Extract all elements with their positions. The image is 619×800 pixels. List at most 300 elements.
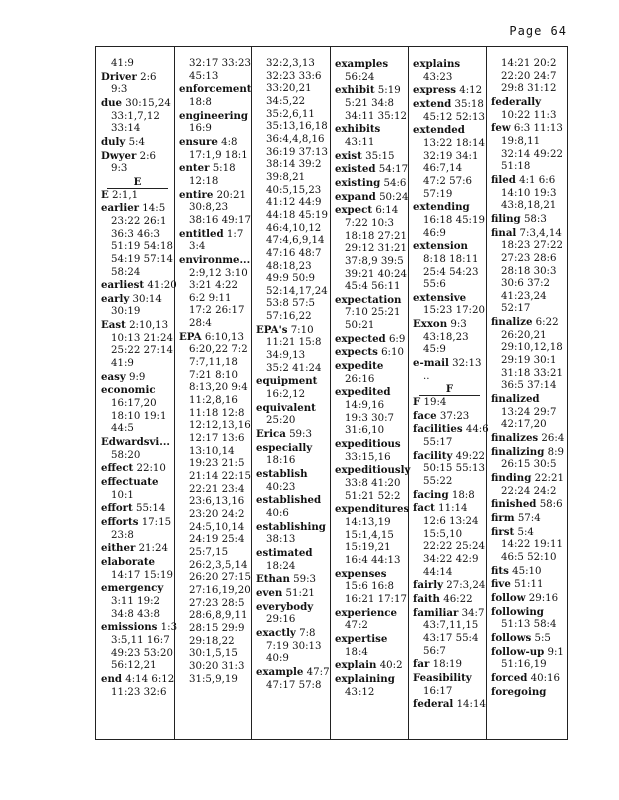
column-divider [251, 47, 252, 739]
page-line-refs: 4:1 6:6 [519, 174, 556, 186]
index-entry [256, 428, 330, 442]
index-term: extension [413, 240, 468, 253]
page-line-refs: 41:20 [147, 280, 177, 292]
index-continuation: 53:8 57:5 [266, 298, 315, 310]
index-term: entitled [179, 227, 224, 240]
index-term: Feasibility [413, 671, 472, 684]
index-term: effectuate [101, 476, 159, 488]
index-entry [413, 58, 486, 72]
index-continuation: 5:21 34:8 [345, 97, 394, 109]
index-continuation: 19:8,11 [501, 135, 541, 147]
index-continuation: 30:8,23 [189, 202, 229, 214]
index-continuation: 12:18 [189, 175, 219, 187]
index-entry [101, 384, 174, 398]
index-entry [179, 83, 251, 97]
page-line-refs: 40:16 [530, 672, 560, 684]
index-continuation: 34:5,22 [266, 95, 306, 107]
index-continuation: 7:22 10:3 [345, 217, 394, 229]
index-term: Edwardsvi... [101, 436, 170, 449]
page-line-refs: 7:8 [299, 627, 316, 639]
index-term: far [413, 658, 430, 671]
page-line-refs: 22:10 [136, 463, 166, 475]
index-continuation: 51:21 52:2 [345, 490, 401, 502]
index-continuation: 33:8 41:20 [345, 478, 401, 489]
index-continuation: 52:14,17,24 [266, 285, 328, 297]
index-continuation: 2:9,12 3:10 [189, 267, 248, 279]
index-entry [101, 542, 174, 556]
index-continuation: 45:9 [423, 344, 446, 356]
index-term: estimated [256, 546, 313, 559]
index-continuation: 18:23 27:22 [501, 240, 563, 252]
index-entry [101, 202, 174, 216]
index-entry [491, 122, 565, 136]
index-continuation: 29:8 31:12 [501, 83, 557, 95]
index-entry [256, 587, 330, 601]
index-term: explains [413, 58, 461, 70]
page-line-refs: 5:19 [377, 85, 401, 97]
index-continuation: 7:10 25:21 [345, 307, 401, 319]
index-entry [491, 498, 565, 512]
index-continuation: 47:17 57:8 [266, 679, 322, 691]
index-term: end [101, 672, 123, 685]
index-continuation: 56:24 [345, 71, 375, 83]
page-line-refs: 14:14 [456, 699, 486, 711]
index-continuation: 43:18,23 [423, 331, 469, 343]
page-line-refs: 49:22 [455, 450, 486, 462]
index-continuation: 38:16 49:17 [189, 214, 251, 226]
page-line-refs: 5:5 [534, 632, 551, 644]
index-term: fact [413, 502, 435, 515]
page-line-refs: 6:9 [388, 333, 406, 345]
index-term: follow [491, 591, 526, 604]
index-entry [491, 632, 565, 646]
index-entry [491, 578, 565, 592]
page-line-refs: 35:18 [454, 98, 484, 110]
index-continuation: 15:6 16:8 [345, 581, 394, 593]
index-term: facing [413, 488, 449, 501]
index-entry [256, 468, 330, 482]
index-continuation: 8:13,20 9:4 [189, 382, 248, 394]
index-term: Driver [101, 70, 137, 83]
index-entry [179, 331, 251, 345]
index-term: finalizes [491, 432, 539, 445]
index-term: faith [413, 592, 440, 605]
index-term: express [413, 84, 456, 97]
index-term: example [256, 665, 304, 678]
page-line-refs: 21:24 [138, 543, 168, 555]
index-continuation: 27:23 28:5 [189, 597, 245, 609]
index-column-1 [101, 58, 178, 699]
page-line-refs: 11:14 [438, 503, 468, 515]
index-term: first [491, 525, 515, 538]
index-continuation: 15:23 17:20 [423, 305, 485, 317]
index-term: finalizing [491, 445, 545, 458]
index-term: Erica [256, 428, 286, 441]
index-entry [413, 450, 486, 464]
index-term: expertise [335, 632, 388, 645]
index-entry [101, 319, 174, 333]
page-line-refs: 59:3 [289, 429, 312, 441]
index-entry [491, 526, 565, 540]
index-continuation: 36:3 46:3 [111, 228, 160, 240]
index-continuation: 18:10 19:1 [111, 410, 167, 422]
index-term: facilities [413, 423, 463, 436]
index-entry [179, 136, 251, 150]
index-term: especially [256, 441, 313, 454]
index-continuation: 33:15,16 [345, 451, 391, 463]
index-continuation: .. [423, 370, 430, 382]
index-continuation: 22:22 25:24 [423, 541, 485, 553]
index-continuation: 32:19 34:1 [423, 150, 479, 162]
index-term: foregoing [491, 685, 547, 698]
index-entry [335, 177, 408, 191]
index-continuation: 6:20,22 7:2 [189, 344, 248, 356]
index-continuation: 55:17 [423, 437, 453, 449]
index-continuation: 25:20 [266, 415, 296, 427]
page-line-refs: 5:18 [212, 163, 236, 175]
index-continuation: 35:2,6,11 [266, 108, 315, 120]
index-continuation: 27:16,19,20 [189, 584, 251, 596]
index-continuation: 18:18 27:21 [345, 230, 407, 242]
page-line-refs: 51:21 [285, 587, 315, 599]
index-continuation: 18:4 [345, 646, 368, 658]
index-continuation: 3:5,11 16:7 [111, 634, 170, 646]
page-line-refs: 57:4 [517, 512, 541, 524]
index-entry [179, 228, 251, 242]
index-continuation: 50:21 [345, 320, 375, 332]
index-continuation: 56:12,21 [111, 660, 157, 672]
index-entry [413, 579, 486, 593]
page-line-refs: 37:23 [439, 410, 470, 422]
index-term: explain [335, 659, 377, 672]
column-divider [330, 47, 331, 739]
index-term: enforcement [179, 83, 252, 96]
index-continuation: 32:2,3,13 [266, 58, 315, 69]
index-continuation: 17:2 26:17 [189, 305, 245, 317]
index-continuation: 16:21 17:17 [345, 593, 407, 605]
index-entry [101, 556, 174, 570]
index-entry [335, 386, 408, 400]
index-continuation: 46:4,10,12 [266, 222, 322, 234]
index-continuation: 40:23 [266, 481, 296, 493]
index-entry [413, 410, 486, 424]
index-term: E [101, 188, 109, 201]
index-continuation: 47:16 48:7 [266, 247, 322, 259]
index-entry [413, 423, 489, 437]
index-term: establish [256, 468, 308, 480]
page-line-refs: 54:17 [378, 164, 409, 176]
index-entry [101, 516, 174, 530]
index-continuation: 18:16 [266, 455, 296, 467]
section-letter: E [101, 176, 174, 189]
index-continuation: 17:1,9 18:1 [189, 149, 248, 161]
index-term: economic [101, 384, 156, 397]
section-letter: F [413, 383, 486, 396]
index-term: efforts [101, 515, 139, 528]
index-entry [335, 633, 408, 647]
index-entry [491, 227, 565, 241]
index-continuation: 18:24 [266, 560, 296, 572]
index-term: few [491, 122, 511, 135]
index-continuation: 11:18 12:8 [189, 407, 245, 419]
index-entry [335, 191, 408, 205]
index-continuation: 51:13 58:4 [501, 619, 557, 631]
index-term: facility [413, 449, 453, 462]
page-line-refs: 9:1 [547, 646, 564, 658]
index-term: due [101, 96, 123, 109]
index-entry [491, 96, 565, 110]
page-line-refs: 22:21 [534, 473, 564, 484]
index-term: existing [335, 176, 381, 189]
index-entry [101, 502, 174, 516]
index-continuation: 32:17 33:23 [189, 58, 251, 69]
index-entry [413, 357, 486, 371]
index-term: expenditures [335, 503, 410, 516]
index-entry [413, 318, 486, 332]
index-entry [101, 371, 174, 385]
index-entry [413, 201, 486, 215]
index-continuation: 14:9,16 [345, 400, 385, 412]
index-entry [413, 489, 486, 503]
page-line-refs: 17:15 [141, 516, 172, 528]
index-continuation: 15:1,4,15 [345, 529, 394, 541]
index-term: expenses [335, 567, 387, 580]
index-continuation: 51:16,19 [501, 659, 547, 671]
index-continuation: 19:23 21:5 [189, 458, 245, 470]
index-continuation: 11:21 15:8 [266, 337, 322, 349]
index-continuation: 11:2,8,16 [189, 395, 238, 407]
index-continuation: 23:8 [111, 529, 134, 541]
page-line-refs: 1:3 [160, 622, 178, 634]
index-continuation: 24:5,10,14 [189, 521, 245, 533]
index-continuation: 35:13,16,18 [266, 121, 328, 133]
column-divider [408, 47, 409, 739]
index-continuation: 29:18,22 [189, 635, 235, 647]
index-continuation: 34:9,13 [266, 350, 306, 362]
index-continuation: 22:21 23:4 [189, 483, 245, 495]
index-entry [335, 568, 408, 582]
index-entry [335, 607, 408, 621]
index-entry [413, 658, 486, 672]
index-continuation: 8:18 18:11 [423, 253, 479, 265]
index-term: filed [491, 173, 516, 186]
index-term: equivalent [256, 401, 316, 414]
index-continuation: 10:13 21:24 [111, 332, 173, 344]
index-continuation: 14:13,19 [345, 516, 391, 528]
index-continuation: 36:5 37:14 [501, 380, 557, 392]
index-entry [335, 150, 408, 164]
index-continuation: 36:19 37:13 [266, 146, 328, 158]
index-entry [101, 97, 174, 111]
index-continuation: 29:10,12,18 [501, 342, 563, 354]
index-continuation: 28:4 [189, 318, 212, 330]
index-continuation: 15:5,10 [423, 528, 463, 540]
index-term: expedited [335, 386, 391, 399]
index-term: early [101, 292, 130, 305]
page-line-refs: 9:3 [450, 319, 467, 331]
index-term: explaining [335, 672, 395, 685]
index-entry [335, 123, 408, 137]
index-entry [413, 698, 486, 712]
index-continuation: 13:22 18:14 [423, 137, 485, 149]
page-line-refs: 6:10 [381, 347, 404, 359]
index-continuation: 16:17 [423, 685, 453, 697]
index-entry [256, 442, 330, 456]
index-term: Ethan [256, 573, 290, 586]
index-term: everybody [256, 600, 314, 613]
index-continuation: 36:4,4,8,16 [266, 133, 325, 145]
index-continuation: 10:22 11:3 [501, 109, 557, 121]
index-continuation: 30:20 31:3 [189, 660, 245, 672]
page-line-refs: 47:7 [306, 666, 330, 678]
index-continuation: 39:21 40:24 [345, 268, 407, 280]
page-line-refs: 2:6 [140, 71, 157, 83]
index-entry [101, 582, 174, 596]
index-term: e-mail [413, 357, 449, 370]
index-entry [335, 163, 408, 177]
index-entry [101, 621, 178, 635]
index-continuation: 32:14 49:22 [501, 148, 563, 160]
index-continuation: 7:7,11,18 [189, 357, 238, 369]
page-line-refs: 30:14 [132, 293, 162, 305]
index-entry [491, 672, 565, 686]
index-continuation: 55:22 [423, 476, 453, 487]
index-continuation: 51:18 [501, 161, 531, 173]
page-line-refs: 7:3,4,14 [519, 227, 562, 239]
index-continuation: 30:6 37:2 [501, 278, 550, 290]
index-continuation: 31:18 33:21 [501, 367, 563, 379]
index-continuation: 3:11 19:2 [111, 595, 160, 607]
index-continuation: 34:8 43:8 [111, 608, 160, 620]
index-entry [491, 472, 565, 486]
index-continuation: 45:4 56:11 [345, 281, 401, 293]
index-continuation: 31:5,9,19 [189, 673, 238, 685]
index-term: fits [491, 564, 509, 577]
index-continuation: 28:18 30:3 [501, 265, 557, 277]
index-continuation: 26:15 30:5 [501, 459, 557, 471]
page-line-refs: 51:11 [514, 579, 544, 591]
index-continuation: 40:5,15,23 [266, 184, 322, 196]
index-entry [256, 494, 330, 508]
index-continuation: 43:17 55:4 [423, 632, 479, 644]
page-line-refs: 9:9 [129, 371, 146, 383]
page-line-refs: 54:6 [383, 177, 407, 189]
page-line-refs: 30:15,24 [125, 97, 171, 109]
index-term: environme... [179, 253, 251, 266]
index-entry [335, 333, 408, 347]
index-continuation: 52:17 [501, 303, 531, 315]
index-continuation: 14:21 20:2 [501, 58, 557, 69]
index-entry [491, 316, 565, 330]
index-entry [101, 150, 174, 164]
page-line-refs: 32:13 [452, 358, 482, 370]
index-term: final [491, 226, 517, 239]
index-continuation: 25:22 27:14 [111, 345, 173, 357]
index-continuation: 41:9 [111, 58, 134, 69]
index-column-5 [413, 58, 489, 712]
index-continuation: 45:12 52:13 [423, 111, 485, 123]
index-entry [179, 254, 251, 268]
index-entry [256, 324, 330, 338]
index-entry [413, 124, 486, 138]
page-line-refs: 7:10 [290, 324, 314, 336]
index-continuation: 16:2,12 [266, 389, 306, 401]
index-term: federal [413, 698, 454, 711]
index-term: emergency [101, 582, 164, 595]
index-entry [491, 432, 565, 446]
index-continuation: 46:7,14 [423, 163, 463, 175]
index-term: Dwyer [101, 149, 137, 162]
index-term: five [491, 578, 511, 591]
index-entry [335, 360, 408, 374]
page-line-refs: 5:4 [128, 136, 145, 148]
index-continuation: 34:22 42:9 [423, 553, 479, 565]
index-continuation: 50:15 55:13 [423, 463, 485, 475]
index-term: extensive [413, 291, 467, 304]
index-entry [413, 292, 486, 306]
page-line-refs: 2:6 [139, 150, 157, 162]
index-entry [413, 396, 486, 410]
page-line-refs: 58:3 [523, 213, 547, 225]
page-line-refs: 50:24 [379, 191, 409, 203]
index-continuation: 54:19 57:14 [111, 253, 173, 265]
index-continuation: 31:6,10 [345, 425, 385, 437]
index-continuation: 41:23,24 [501, 290, 547, 302]
index-entry [335, 58, 408, 72]
index-term: finalize [491, 316, 533, 329]
page-line-refs: 8:9 [547, 446, 564, 458]
page-line-refs: 55:14 [135, 503, 166, 515]
page-line-refs: 20:21 [216, 189, 246, 201]
index-entry [256, 601, 330, 615]
index-term: equipment [256, 375, 318, 388]
page-line-refs: 58:6 [539, 499, 563, 511]
page-line-refs: 4:12 [459, 85, 483, 97]
index-entry [335, 84, 408, 98]
index-term: entire [179, 188, 214, 201]
index-term: follow-up [491, 645, 545, 658]
index-term: fairly [413, 579, 444, 592]
index-continuation: 23:6,13,16 [189, 496, 245, 508]
index-entry [101, 436, 174, 450]
index-entry [101, 462, 174, 476]
index-term: filing [491, 212, 521, 225]
index-term: expeditious [335, 438, 401, 451]
index-continuation: 12:17 13:6 [189, 433, 245, 445]
index-entry [491, 512, 565, 526]
index-entry [256, 521, 330, 535]
page-line-refs: 18:8 [451, 489, 475, 501]
page-line-refs: 44:6 [465, 424, 489, 436]
index-entry [335, 464, 411, 478]
index-continuation: 46:9 [423, 227, 446, 239]
index-term: exist [335, 149, 362, 162]
index-entry [491, 686, 565, 700]
index-term: federally [491, 95, 542, 108]
index-continuation: 13:24 29:7 [501, 406, 557, 418]
index-entry [491, 213, 565, 227]
index-continuation: 39:8,21 [266, 171, 306, 183]
index-entry [491, 565, 565, 579]
index-term: easy [101, 370, 126, 383]
index-term: established [256, 494, 322, 507]
index-column-4 [335, 58, 411, 699]
index-continuation: 12:12,13,16 [189, 420, 251, 432]
index-continuation: 15:19,21 [345, 542, 391, 554]
index-term: Exxon [413, 318, 448, 331]
index-entry [101, 293, 174, 307]
page-line-refs: 6:22 [535, 317, 559, 329]
